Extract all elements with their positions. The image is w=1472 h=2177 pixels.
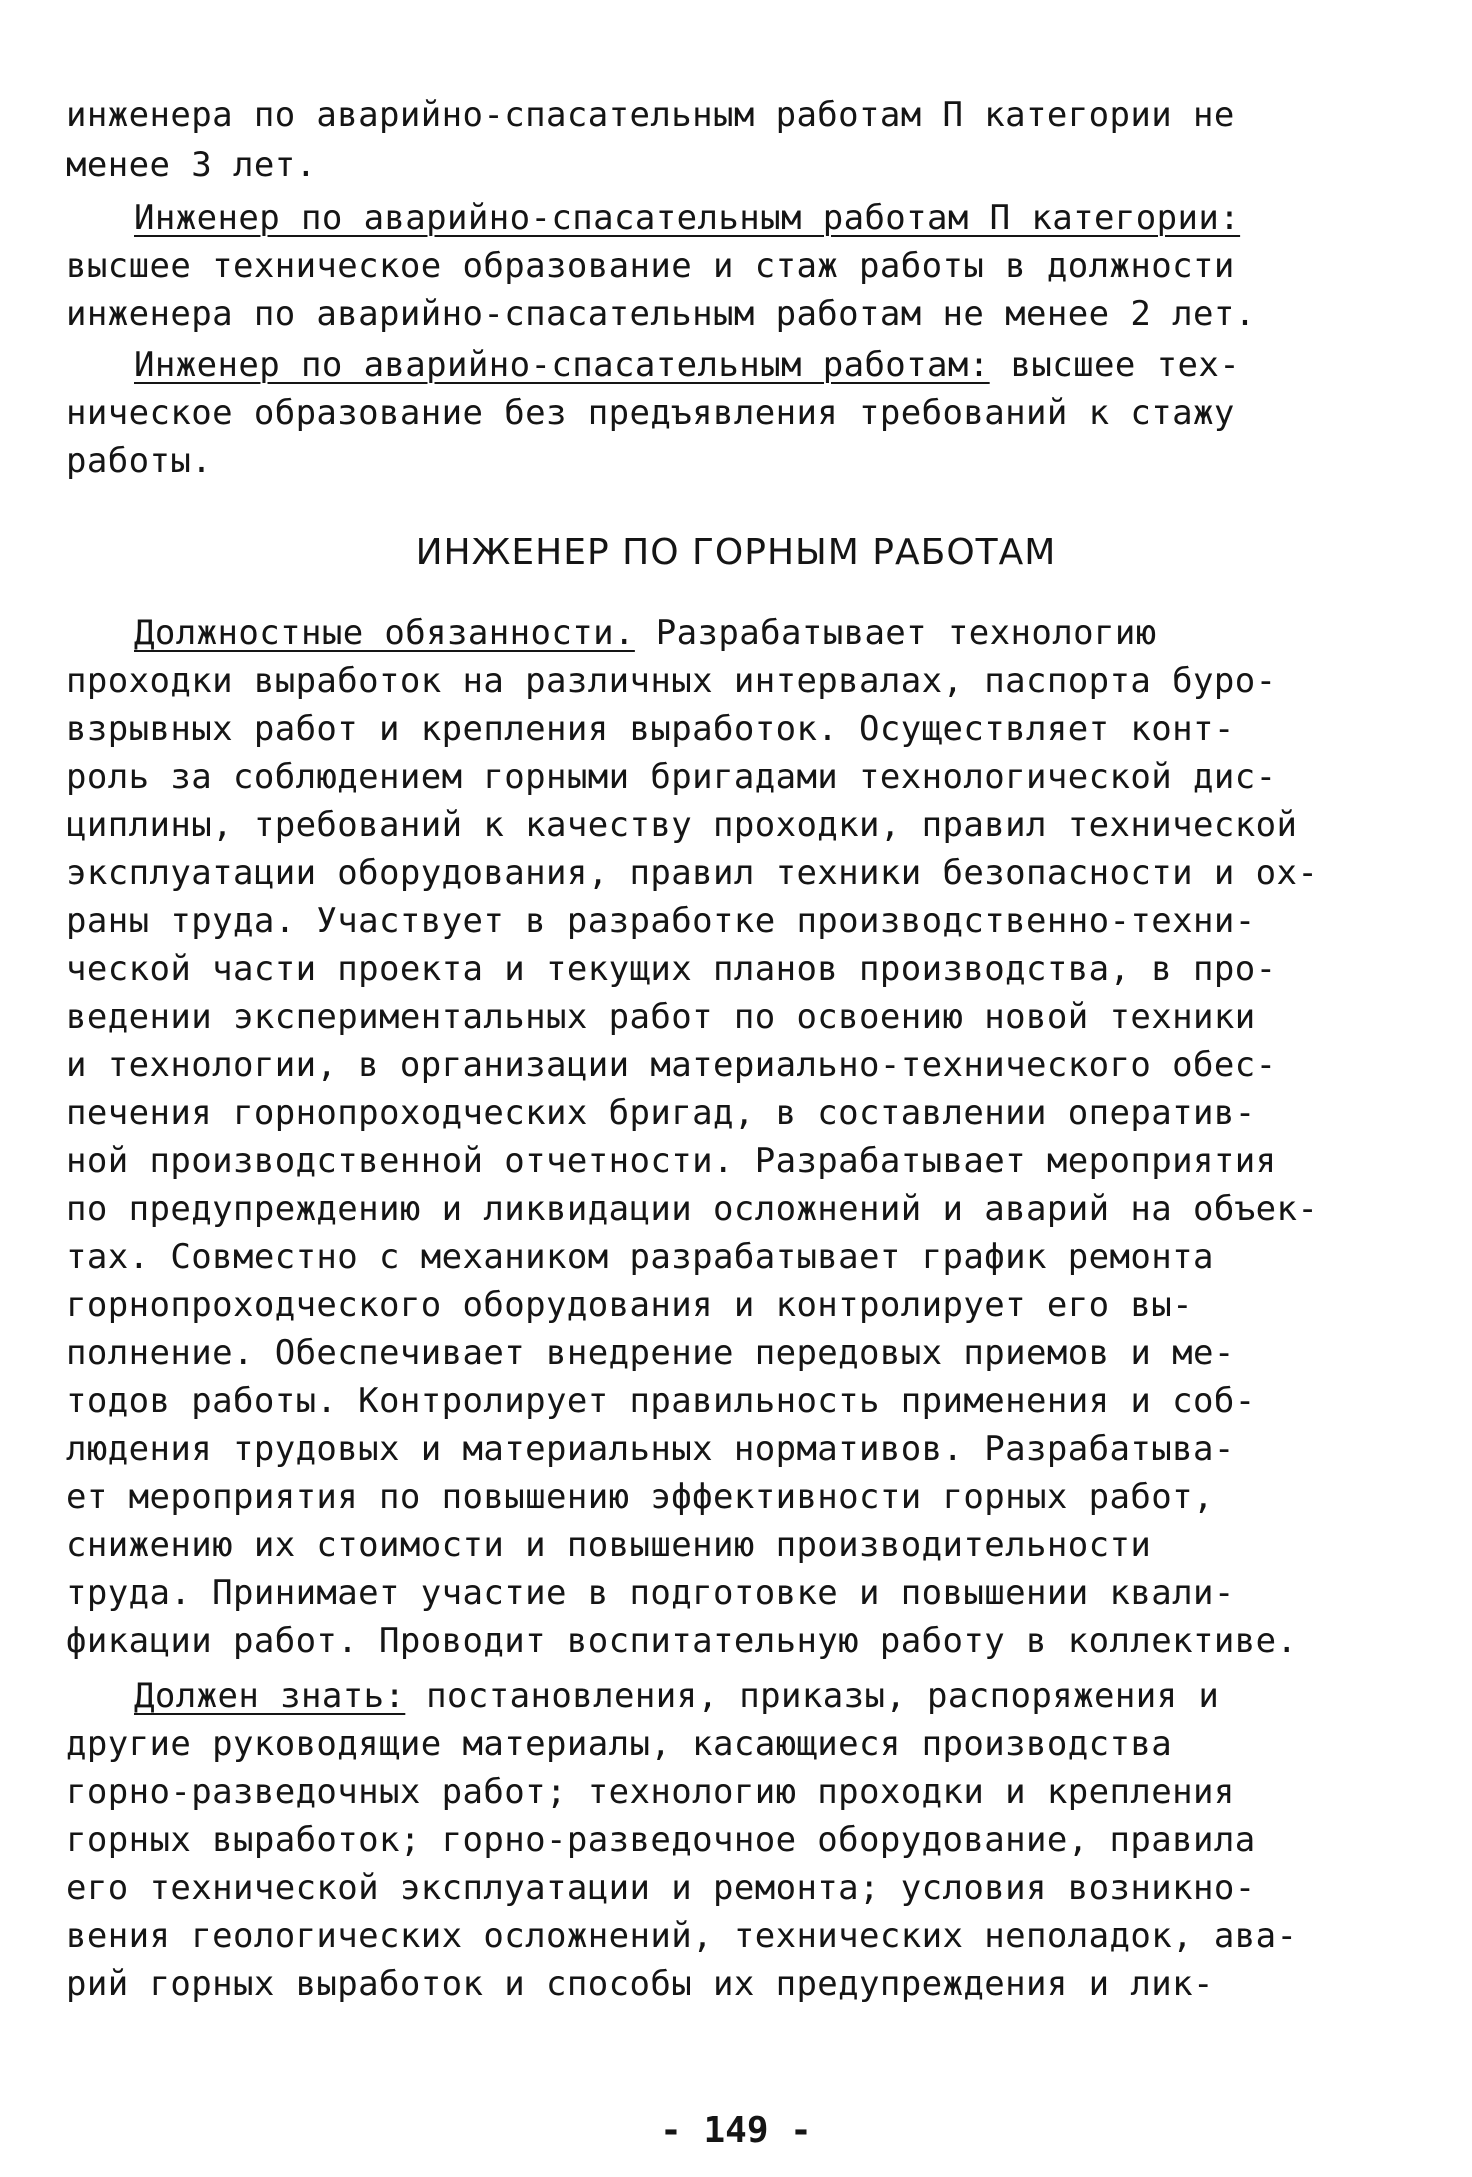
text-line: полнение. Обеспечивает внедрение передовых приемов и ме- — [66, 1333, 1235, 1373]
paragraph-first-line-rest: постановления, приказы, распоряжения и — [405, 1676, 1220, 1716]
text-line: тодов работы. Контролирует правильность применения и соб- — [66, 1381, 1256, 1421]
text-line: его технической эксплуатации и ремонта; условия возникно- — [66, 1868, 1256, 1908]
duties-title: Должностные обязанности. — [134, 613, 635, 653]
text-line: снижению их стоимости и повышению производительности — [66, 1525, 1152, 1565]
text-line: фикации работ. Проводит воспитательную работу в коллективе. — [66, 1621, 1298, 1661]
text-line: взрывных работ и крепления выработок. Осуществляет конт- — [66, 709, 1235, 749]
text-line: ет мероприятия по повышению эффективности горных работ, — [66, 1477, 1214, 1517]
engineer-cat2-title: Инженер по аварийно-спасательным работам П категории: — [134, 198, 1241, 238]
paragraph-first-line — [134, 345, 1240, 385]
text-line: ческой части проекта и текущих планов производства, в про- — [66, 949, 1277, 989]
paragraph-first-line-rest: высшее тех- — [989, 345, 1241, 385]
text-line: работы. — [66, 441, 213, 481]
text-line: ническое образование без предъявления требований к стажу — [66, 393, 1235, 433]
paragraph-first-line — [134, 613, 1157, 653]
text-line: раны труда. Участвует в разработке производственно-техни- — [66, 901, 1256, 941]
text-line: по предупреждению и ликвидации осложнений и аварий на объек- — [66, 1189, 1319, 1229]
text-line: ведении экспериментальных работ по освоению новой техники — [66, 997, 1256, 1037]
text-line: высшее техническое образование и стаж работы в должности — [66, 246, 1235, 286]
text-line: эксплуатации оборудования, правил техники безопасности и ох- — [66, 853, 1319, 893]
page-number: - 149 - — [660, 2110, 812, 2151]
text-line: тах. Совместно с механиком разрабатывает график ремонта — [66, 1237, 1214, 1277]
text-line: инженера по аварийно-спасательным работам П категории не — [66, 95, 1235, 135]
must-know-title: Должен знать: — [134, 1676, 406, 1716]
text-line: менее 3 лет. — [66, 145, 317, 185]
text-line: горнопроходческого оборудования и контролирует его вы- — [66, 1285, 1193, 1325]
text-line: другие руководящие материалы, касающиеся производства — [66, 1724, 1173, 1764]
text-line: труда. Принимает участие в подготовке и повышении квали- — [66, 1573, 1235, 1613]
paragraph-first-line-rest: Разрабатывает технологию — [634, 613, 1157, 653]
text-line: циплины, требований к качеству проходки, правил технической — [66, 805, 1298, 845]
text-line: горно-разведочных работ; технологию проходки и крепления — [66, 1772, 1235, 1812]
text-line: проходки выработок на различных интервалах, паспорта буро- — [66, 661, 1277, 701]
text-line: инженера по аварийно-спасательным работам не менее 2 лет. — [66, 294, 1256, 334]
text-line: горных выработок; горно-разведочное оборудование, правила — [66, 1820, 1256, 1860]
text-line: вения геологических осложнений, технических неполадок, ава- — [66, 1916, 1298, 1956]
engineer-title: Инженер по аварийно-спасательным работам: — [134, 345, 990, 385]
paragraph-first-line — [134, 198, 1240, 238]
text-line: людения трудовых и материальных нормативов. Разрабатыва- — [66, 1429, 1235, 1469]
paragraph-first-line — [134, 1676, 1219, 1716]
text-line: рий горных выработок и способы их предупреждения и лик- — [66, 1964, 1214, 2004]
text-line: печения горнопроходческих бригад, в составлении оператив- — [66, 1093, 1256, 1133]
text-line: и технологии, в организации материально-технического обес- — [66, 1045, 1277, 1085]
text-line: ной производственной отчетности. Разрабатывает мероприятия — [66, 1141, 1277, 1181]
section-heading: ИНЖЕНЕР ПО ГОРНЫМ РАБОТАМ — [415, 532, 1057, 573]
text-line: роль за соблюдением горными бригадами технологической дис- — [66, 757, 1277, 797]
